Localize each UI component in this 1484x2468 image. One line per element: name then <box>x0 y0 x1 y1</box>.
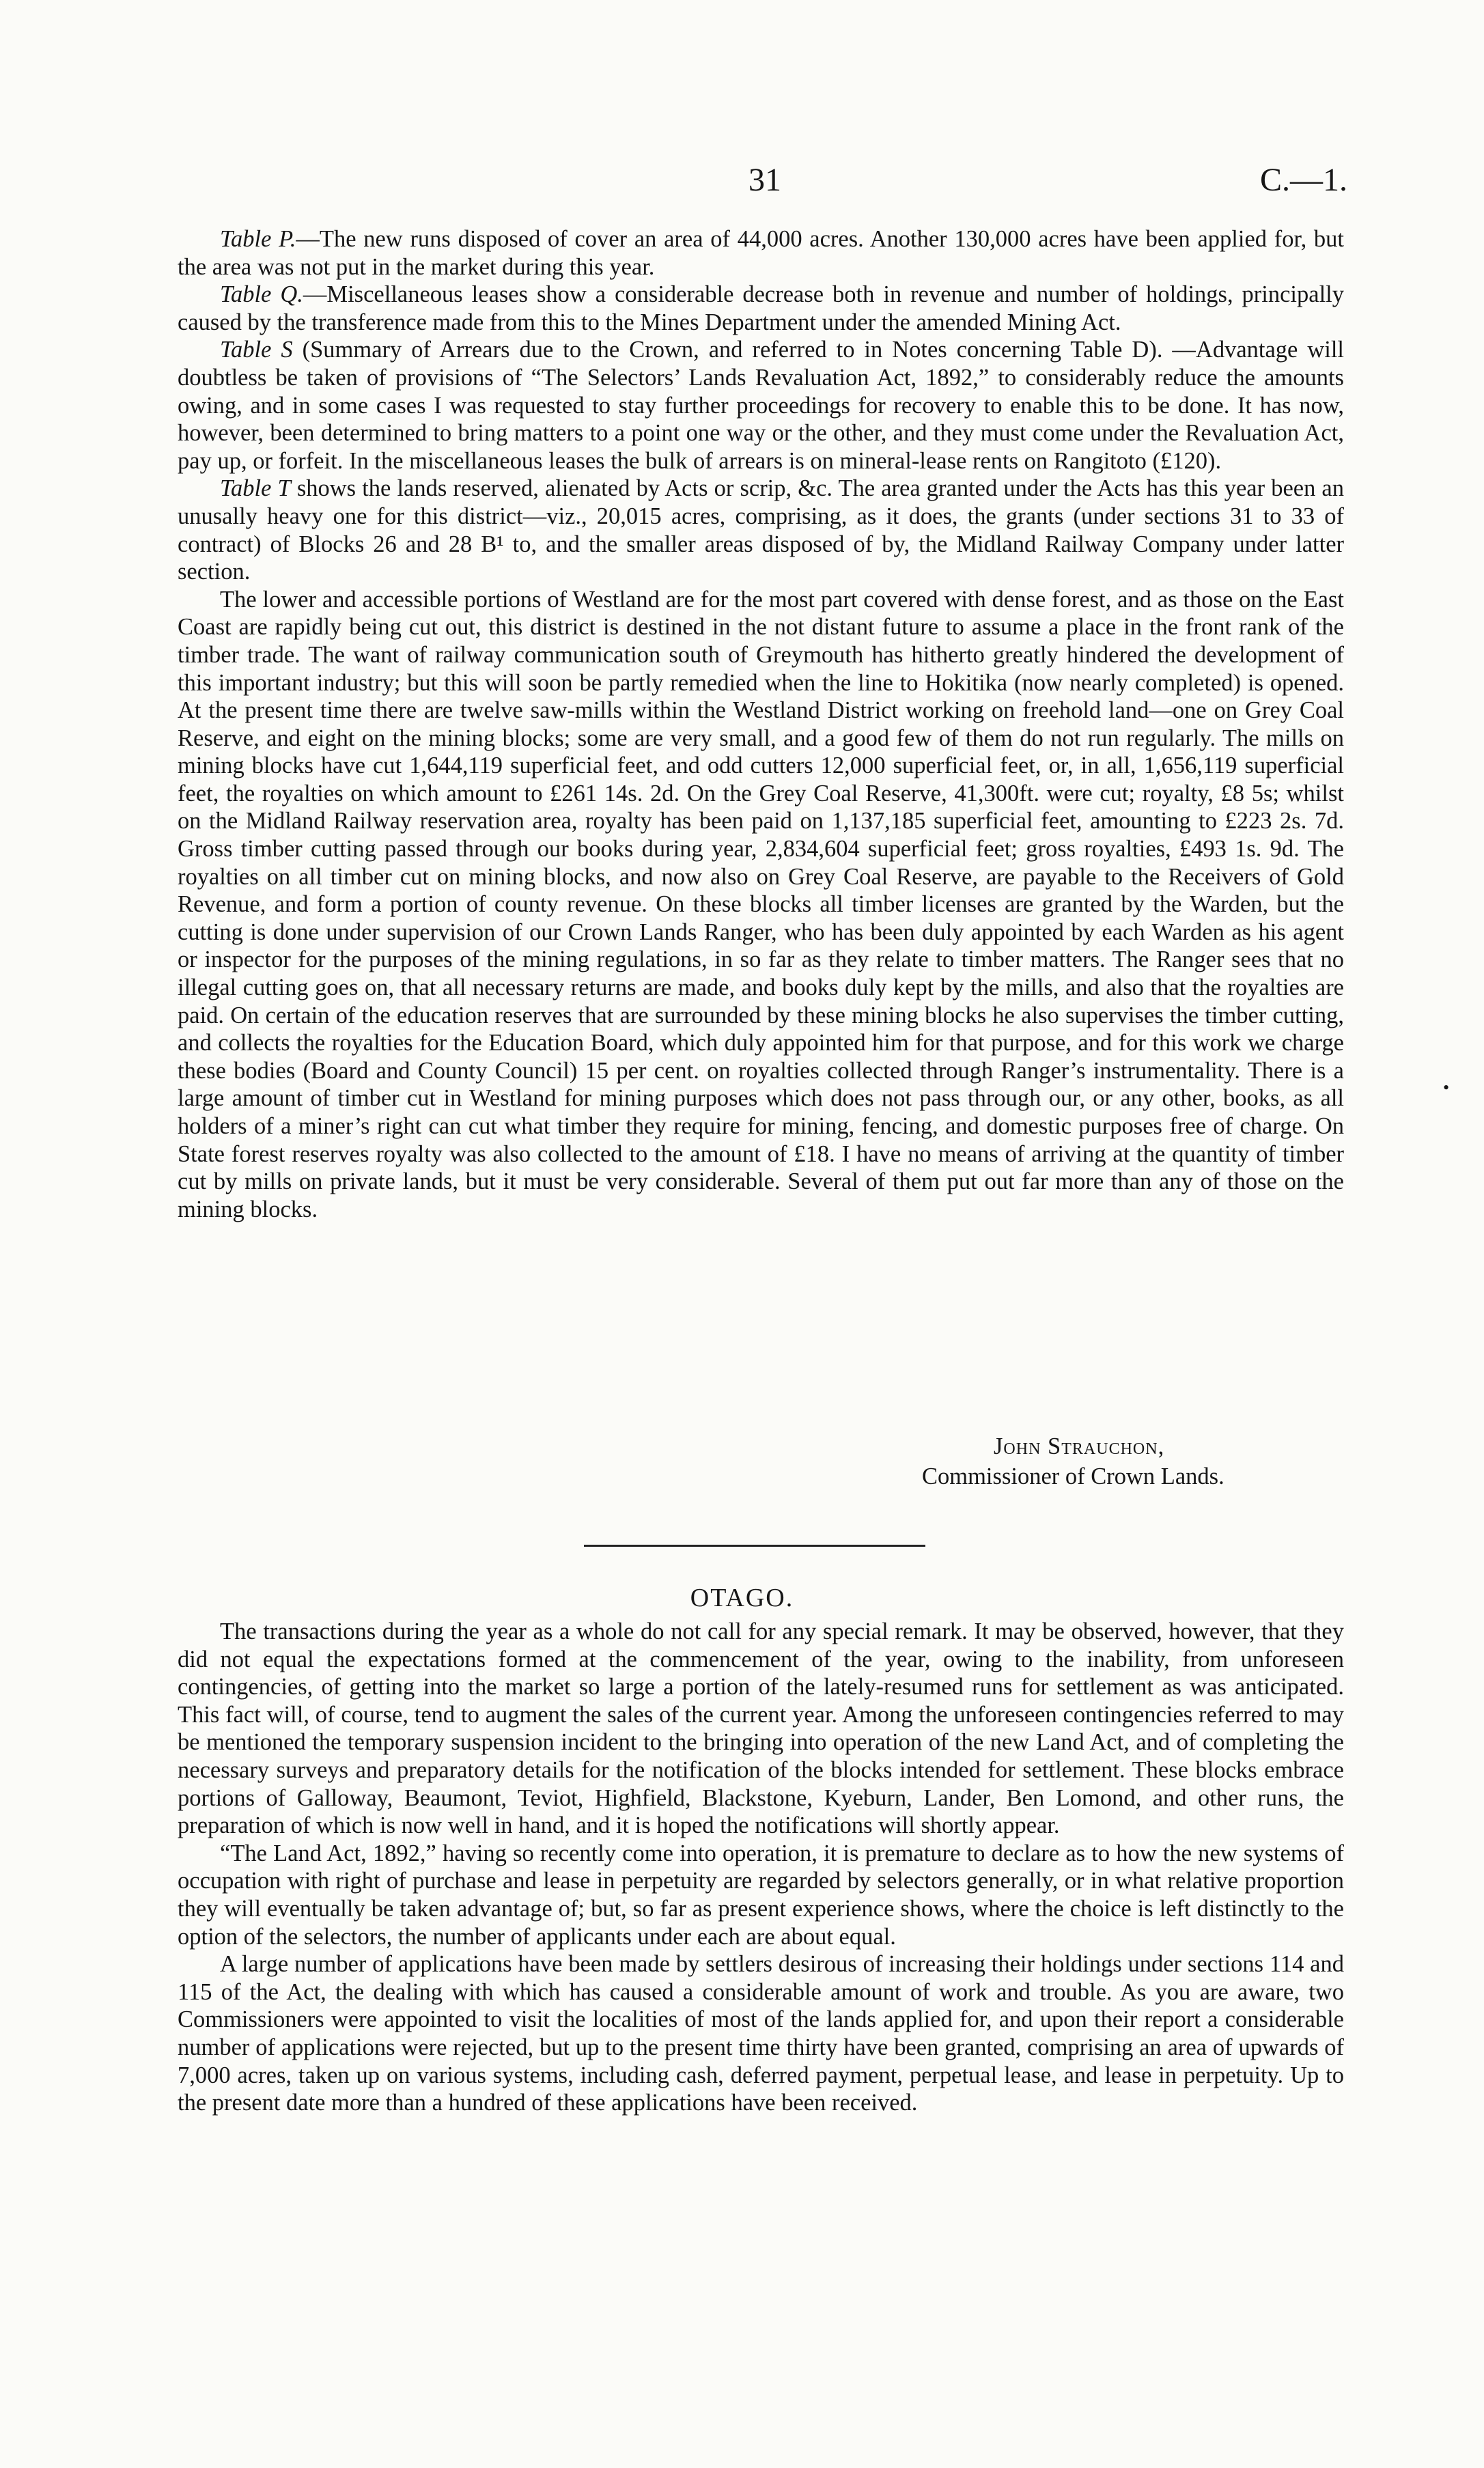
paragraph-applications: A large number of applications have been made by settlers desirous of increasing their holdings under sections 114 and 115 of the Act, the dealing with which has caused a considerable amount of work and trouble. As you are aware, two Commissioners were appointed to visit the localities of most of the lands applied for, and upon their report a considerable number of applications were rejected, but up to the present time thirty have been granted, comprising an area of upwards of 7,000 acres, taken up on various systems, including cash, deferred payment, perpetual lease, and lease in perpetuity. Up to the present date more than a hundred of these applications have been received. <box>178 1951 1344 2116</box>
section-divider <box>584 1545 925 1547</box>
document-code: C.—1. <box>1259 162 1347 198</box>
paragraph-table-s <box>178 336 1344 475</box>
paragraph-table-q <box>178 281 1344 336</box>
margin-mark: • <box>1443 1078 1450 1097</box>
otago-report-text <box>178 1618 1344 2117</box>
section-heading: OTAGO. <box>690 1584 794 1612</box>
paragraph-text: —The new runs disposed of cover an area of 44,000 acres. Another 130,000 acres have been applied for, but the area was not put in the market during this year. <box>178 226 1344 280</box>
paragraph-text: The lower and accessible portions of Westland are for the most part covered with dense forest, and as those on the East Coast are rapidly being cut out, this district is destined in the not distant future to assume a place in the front rank of the timber trade. The want of railway communication south of Greymouth has hitherto greatly hindered the development of this important industry; but this will soon be partly remedied when the line to Hokitika (now nearly completed) is opened. At the present time there are twelve saw-mills within the Westland District working on freehold land—one on Grey Coal Reserve, and eight on the mining blocks; some are very small, and a good few of them do not run regularly. The mills on mining blocks have cut 1,644,119 superficial feet, and odd cutters 12,000 superficial feet, or, in all, 1,656,119 superficial feet, the royalties on which amount to £261 14s. 2d. On the Grey Coal Reserve, 41,300ft. were cut; royalty, £8 5s; whilst on the Midland Railway reservation area, royalty has been paid on 1,137,185 superficial feet, amounting to £223 2s. 7d. Gross timber cutting passed through our books during year, 2,834,604 superficial feet; gross royalties, £493 1s. 9d. The royalties on all timber cut on mining blocks, and now also on Grey Coal Reserve, are payable to the Receivers of Gold Revenue, and form a portion of county revenue. On these blocks all timber licenses are granted by the Warden, but the cutting is done under supervision of our Crown Lands Ranger, who has been duly appointed by each Warden as his agent or inspector for the purposes of the mining regulations, in so far as they relate to timber matters. The Ranger sees that no illegal cutting goes on, that all necessary returns are made, and books duly kept by the mills, and also that the royalties are paid. On certain of the education reserves that are surrounded by these mining blocks he also supervises the timber cutting, and collects the royalties for the Education Board, which duly appointed him for that purpose, and for this work we charge these bodies (Board and County Council) 15 per cent. on royalties collected through Ranger’s instrumentality. There is a large amount of timber cut in Westland for mining purposes which does not pass through our, or any other, books, as all holders of a miner’s right can cut what timber they require for mining, fencing, and domestic purposes free of charge. On State forest reserves royalty was also collected to the amount of £18. I have no means of arriving at the quantity of timber cut by mills on private lands, but it must be very considerable. Several of them put out far more than any of those on the mining blocks. <box>178 586 1344 1222</box>
paragraph-text: (Summary of Arrears due to the Crown, and referred to in Notes concerning Table D). —Advantage will doubtless be taken of provisions of “The Selectors’ Lands Revaluation Act, 1892,” to considerably reduce the amounts owing, and in some cases I was requested to stay further proceedings for recovery to enable this to be done. It has now, however, been determined to bring matters to a point one way or the other, and they must come under the Revaluation Act, pay up, or forfeit. In the miscellaneous leases the bulk of arrears is on mineral-lease rents on Rangitoto (£120). <box>178 337 1344 474</box>
paragraph-timber-trade <box>178 586 1344 1224</box>
page-number: 31 <box>748 162 781 198</box>
paragraph-transactions: The transactions during the year as a whole do not call for any special remark. It may be observed, however, that they did not equal the expectations formed at the commencement of the year, owing to the inability, from unforeseen contingencies, of getting into the market so large a portion of the lately-resumed runs for settlement as was anticipated. This fact will, of course, tend to augment the sales of the current year. Among the unforeseen contingencies referred to may be mentioned the temporary suspension incident to the bringing into operation of the new Land Act, and of completing the necessary surveys and preparatory details for the notification of the blocks intended for settlement. These blocks embrace portions of Galloway, Beaumont, Teviot, Highfield, Blackstone, Kyeburn, Lander, Ben Lomond, and other runs, the preparation of which is now well in hand, and it is hoped the notifications will shortly appear. <box>178 1618 1344 1839</box>
paragraph-text: —Miscellaneous leases show a considerable decrease both in revenue and number of holdings, principally caused by the transference made from this to the Mines Department under the amended Mining Act. <box>178 281 1344 335</box>
paragraph-text: shows the lands reserved, alienated by Acts or scrip, &c. The area granted under the Acts has this year been an unusally heavy one for this district—viz., 20,015 acres, comprising, as it does, the grants (under sections 31 to 33 of contract) of Blocks 26 and 28 B¹ to, and the smaller areas disposed of by, the Midland Railway Company under latter section. <box>178 475 1345 585</box>
paragraph-label: Table Q. <box>220 281 303 308</box>
paragraph-label: Table P. <box>220 226 296 252</box>
signatory-title: Commissioner of Crown Lands. <box>922 1463 1224 1489</box>
paragraph-label: Table T <box>220 475 291 502</box>
signature-block <box>922 1431 1224 1491</box>
westland-report-text <box>178 225 1344 1223</box>
paragraph-table-t <box>178 475 1344 585</box>
paragraph-label: Table S <box>220 337 293 363</box>
signatory-name: John Strauchon, <box>994 1433 1165 1459</box>
paragraph-land-act: “The Land Act, 1892,” having so recently come into operation, it is premature to declare as to how the new systems of occupation with right of purchase and lease in perpetuity are regarded by selectors generally, or in what relative proportion they will eventually be taken advantage of; but, so far as present experience shows, where the choice is left distinctly to the option of the selectors, the number of applicants under each are about equal. <box>178 1840 1344 1950</box>
paragraph-table-p <box>178 225 1344 281</box>
